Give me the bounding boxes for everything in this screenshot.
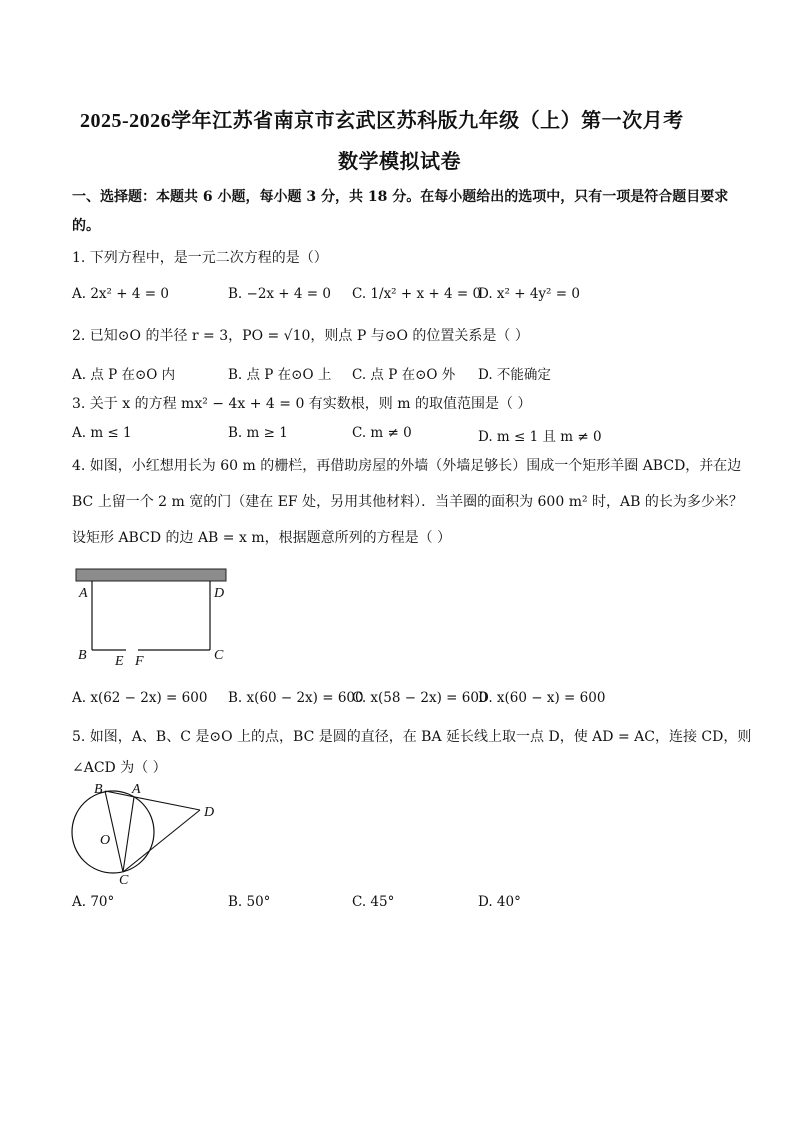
label-c: C (214, 648, 224, 663)
q3-option-c: C. m ≠ 0 (352, 425, 412, 441)
q4-option-a: A. x(62 − 2x) = 600 (72, 690, 208, 706)
q5-option-a: A. 70° (72, 894, 115, 910)
q5-option-b: B. 50° (228, 894, 271, 910)
label-o: O (100, 833, 111, 848)
q4-option-d: D. x(60 − x) = 600 (478, 690, 606, 706)
label-a: A (79, 586, 88, 601)
label-b: B (94, 782, 103, 797)
section-heading: 一、选择题：本题共 6 小题，每小题 3 分，共 18 分。在每小题给出的选项中，只有一项是符合题目要求 (72, 189, 729, 205)
label-f: F (135, 654, 144, 669)
label-d: D (204, 805, 215, 820)
q5-option-d: D. 40° (478, 894, 521, 910)
q3-option-d: D. m ≤ 1 且 m ≠ 0 (478, 429, 602, 445)
section-heading-cont: 的。 (72, 218, 100, 234)
circle-figure (62, 780, 227, 888)
question-1-stem: 1. 下列方程中，是一元二次方程的是（） (72, 250, 328, 266)
question-4-line2: BC 上留一个 2 m 宽的门（建在 EF 处，另用其他材料）．当羊圈的面积为 600 m² 时，AB 的长为多少米？ (72, 494, 743, 510)
label-c: C (119, 873, 129, 888)
question-3-stem: 3. 关于 x 的方程 mx² − 4x + 4 = 0 有实数根，则 m 的取值范围是（ ） (72, 396, 532, 412)
exam-title-line1: 2025-2026学年江苏省南京市玄武区苏科版九年级（上）第一次月考 (80, 110, 684, 132)
chord-ac (123, 797, 134, 872)
circle-o (72, 791, 154, 873)
sheep-pen-figure (70, 565, 240, 670)
exam-title-line2: 数学模拟试卷 (338, 151, 461, 173)
q1-option-d: D. x² + 4y² = 0 (478, 286, 580, 302)
label-e: E (115, 654, 124, 669)
q1-option-a: A. 2x² + 4 = 0 (72, 286, 169, 302)
q3-option-b: B. m ≥ 1 (228, 425, 288, 441)
question-2-stem: 2. 已知⊙O 的半径 r = 3，PO = √10，则点 P 与⊙O 的位置关系是（ ） (72, 328, 529, 344)
q2-option-b: B. 点 P 在⊙O 上 (228, 367, 332, 383)
q2-option-c: C. 点 P 在⊙O 外 (352, 367, 456, 383)
label-b: B (78, 648, 87, 663)
q4-option-b: B. x(60 − 2x) = 600 (228, 690, 364, 706)
q5-option-c: C. 45° (352, 894, 395, 910)
label-a: A (132, 782, 141, 797)
q3-option-a: A. m ≤ 1 (72, 425, 132, 441)
question-4-line3: 设矩形 ABCD 的边 AB = x m，根据题意所列的方程是（ ） (72, 530, 452, 546)
q4-option-c: C. x(58 − 2x) = 600 (352, 690, 488, 706)
q1-option-b: B. −2x + 4 = 0 (228, 286, 331, 302)
question-5-line2: ∠ACD 为（ ） (72, 760, 167, 776)
question-5-line1: 5. 如图，A、B、C 是⊙O 上的点，BC 是圆的直径，在 BA 延长线上取一点 D，使 AD = AC，连接 CD，则 (72, 729, 752, 745)
house-wall (76, 569, 226, 581)
question-4-line1: 4. 如图，小红想用长为 60 m 的栅栏，再借助房屋的外墙（外墙足够长）围成一个矩形羊圈 ABCD，并在边 (72, 458, 742, 474)
diameter-bc (105, 791, 123, 872)
line-bd (105, 791, 200, 810)
q2-option-a: A. 点 P 在⊙O 内 (72, 367, 176, 383)
q1-option-c: C. 1/x² + x + 4 = 0 (352, 286, 482, 302)
label-d: D (214, 586, 225, 601)
q2-option-d: D. 不能确定 (478, 367, 551, 383)
line-cd (123, 810, 200, 872)
